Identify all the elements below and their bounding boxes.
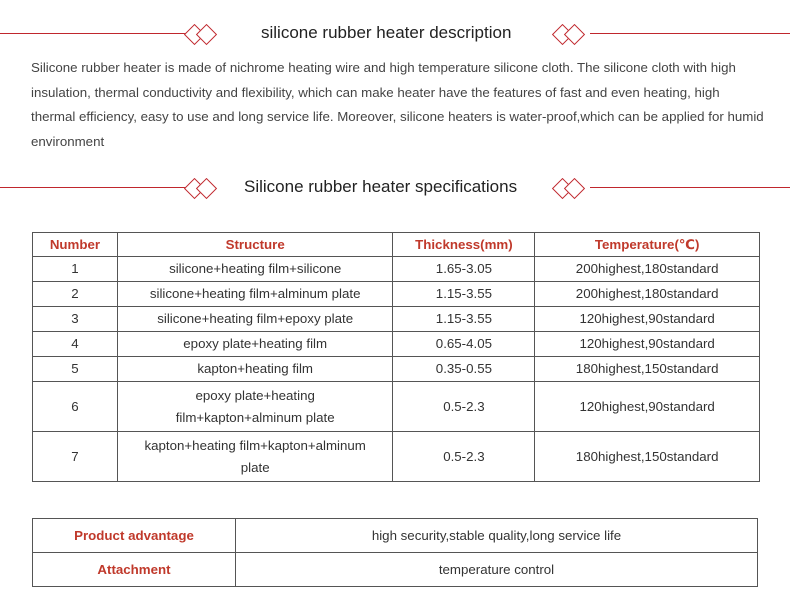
cell-temperature: 120highest,90standard <box>535 307 760 332</box>
header-number: Number <box>33 233 118 257</box>
specifications-table <box>32 232 760 482</box>
cell-structure: silicone+heating film+epoxy plate <box>117 307 393 332</box>
description-title: silicone rubber heater description <box>261 23 512 42</box>
diamond-ornament-icon <box>551 21 589 47</box>
heading-line-right <box>590 33 790 34</box>
table-row <box>33 332 760 357</box>
header-thickness: Thickness(mm) <box>393 233 535 257</box>
table-row <box>33 432 760 482</box>
cell-temperature: 200highest,180standard <box>535 282 760 307</box>
cell-temperature: 120highest,90standard <box>535 382 760 432</box>
table-header-row <box>33 233 760 257</box>
cell-structure: epoxy plate+heating film <box>117 332 393 357</box>
cell-thickness: 1.15-3.55 <box>393 307 535 332</box>
advantage-label: Product advantage <box>33 519 236 553</box>
advantages-table <box>32 518 758 587</box>
cell-thickness: 0.65-4.05 <box>393 332 535 357</box>
cell-number: 2 <box>33 282 118 307</box>
cell-number: 3 <box>33 307 118 332</box>
cell-thickness: 0.5-2.3 <box>393 432 535 482</box>
header-structure: Structure <box>117 233 393 257</box>
diamond-ornament-icon <box>183 21 221 47</box>
table-row <box>33 382 760 432</box>
specifications-heading <box>0 173 790 203</box>
cell-thickness: 0.5-2.3 <box>393 382 535 432</box>
table-row <box>33 357 760 382</box>
table-row <box>33 553 758 587</box>
cell-number: 6 <box>33 382 118 432</box>
table-row <box>33 282 760 307</box>
cell-thickness: 1.65-3.05 <box>393 257 535 282</box>
cell-thickness: 0.35-0.55 <box>393 357 535 382</box>
cell-structure: silicone+heating film+alminum plate <box>117 282 393 307</box>
cell-structure: kapton+heating film <box>117 357 393 382</box>
table-row <box>33 257 760 282</box>
specifications-title: Silicone rubber heater specifications <box>244 177 518 196</box>
cell-number: 7 <box>33 432 118 482</box>
advantage-value: high security,stable quality,long service life <box>236 519 758 553</box>
diamond-ornament-icon <box>183 175 221 201</box>
table-row <box>33 307 760 332</box>
header-temperature: Temperature(℃) <box>535 233 760 257</box>
attachment-value: temperature control <box>236 553 758 587</box>
cell-temperature: 200highest,180standard <box>535 257 760 282</box>
cell-structure: silicone+heating film+silicone <box>117 257 393 282</box>
cell-temperature: 180highest,150standard <box>535 432 760 482</box>
cell-temperature: 120highest,90standard <box>535 332 760 357</box>
cell-structure: kapton+heating film+kapton+alminum plate <box>117 432 393 482</box>
cell-temperature: 180highest,150standard <box>535 357 760 382</box>
description-text: Silicone rubber heater is made of nichrome heating wire and high temperature silicone cloth. The silicone cloth with high insulation, thermal conductivity and flexibility, which can make heater have the features of fast and even heating, high thermal efficiency, easy to use and long service life. Moreover, silicone heaters is water-proof,which can be applied for humid environment <box>31 60 764 149</box>
heading-line-left <box>0 33 186 34</box>
description-heading <box>0 19 790 49</box>
heading-line-left <box>0 187 186 188</box>
cell-number: 1 <box>33 257 118 282</box>
table-row <box>33 519 758 553</box>
diamond-ornament-icon <box>551 175 589 201</box>
cell-thickness: 1.15-3.55 <box>393 282 535 307</box>
cell-number: 4 <box>33 332 118 357</box>
cell-number: 5 <box>33 357 118 382</box>
cell-structure: epoxy plate+heating film+kapton+alminum plate <box>117 382 393 432</box>
attachment-label: Attachment <box>33 553 236 587</box>
heading-line-right <box>590 187 790 188</box>
